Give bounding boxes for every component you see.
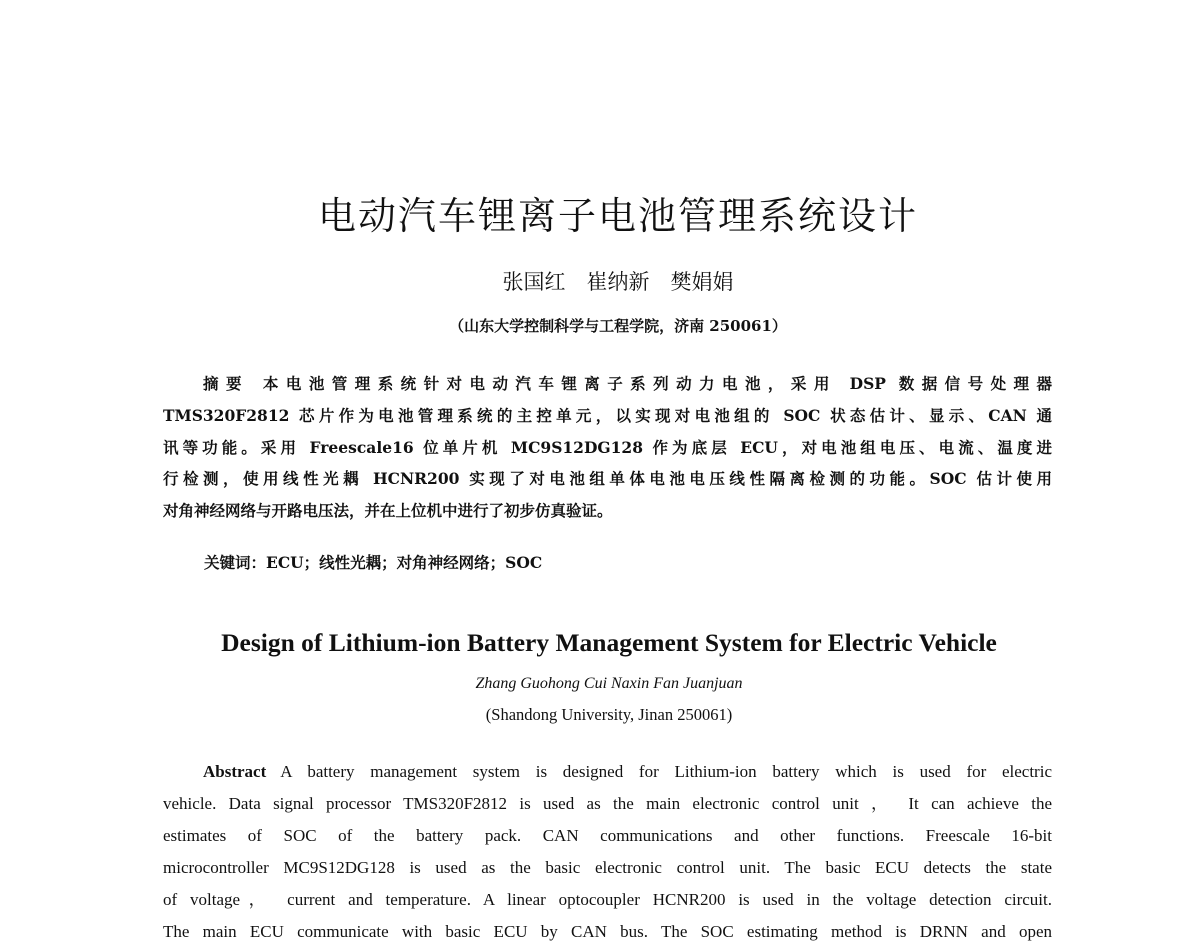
keywords: 关键词：ECU；线性光耦；对角神经网络；SOC	[204, 553, 543, 572]
abstract-label: 摘要	[203, 374, 249, 393]
abstract-line	[163, 368, 1052, 400]
abstract-label: Abstract	[203, 762, 267, 781]
abstract-line: TMS320F2812 芯片作为电池管理系统的主控单元，以实现对电池组的 SOC 状态估计、显示、CAN 通	[163, 405, 1052, 425]
chinese-affiliation: （山东大学控制科学与工程学院，济南 250061）	[449, 317, 787, 335]
abstract-text: 本电池管理系统针对电动汽车锂离子系列动力电池，采用 DSP 数据信号处理器	[262, 374, 1052, 393]
english-authors: Zhang Guohong Cui Naxin Fan Juanjuan	[475, 675, 743, 692]
abstract-line: microcontroller MC9S12DG128 is used as the basic electronic control unit. The basic ECU detects the state	[163, 858, 1052, 877]
abstract-line: vehicle. Data signal processor TMS320F2812 is used as the main electronic control unit ， It can achieve the	[163, 794, 1052, 813]
abstract-line: The main ECU communicate with basic ECU by CAN bus. The SOC estimating method is DRNN and open	[163, 922, 1052, 941]
english-affiliation: (Shandong University, Jinan 250061)	[485, 705, 733, 724]
abstract-line: 对角神经网络与开路电压法，并在上位机中进行了初步仿真验证。	[163, 501, 613, 521]
abstract-line: estimates of SOC of the battery pack. CAN communications and other functions. Freescale 16-bit	[163, 826, 1052, 845]
chinese-authors: 张国红 崔纳新 樊娟娟	[502, 270, 734, 294]
chinese-title: 电动汽车锂离子电池管理系统设计	[317, 194, 918, 238]
english-title: Design of Lithium-ion Battery Management System for Electric Vehicle	[221, 628, 997, 657]
english-abstract	[163, 756, 1052, 948]
abstract-line: 讯等功能。采用 Freescale16 位单片机 MC9S12DG128 作为底层 ECU，对电池组电压、电流、温度进	[163, 437, 1052, 457]
abstract-line: 行检测，使用线性光耦 HCNR200 实现了对电池组单体电池电压线性隔离检测的功能。SOC 估计使用	[163, 469, 1052, 489]
abstract-line: of voltage， current and temperature. A linear optocoupler HCNR200 is used in the voltage detection circuit.	[163, 890, 1052, 909]
abstract-line	[163, 756, 1052, 788]
abstract-text: A battery management system is designed for Lithium-ion battery which is used for electric	[280, 762, 1052, 781]
chinese-abstract	[163, 368, 1052, 527]
